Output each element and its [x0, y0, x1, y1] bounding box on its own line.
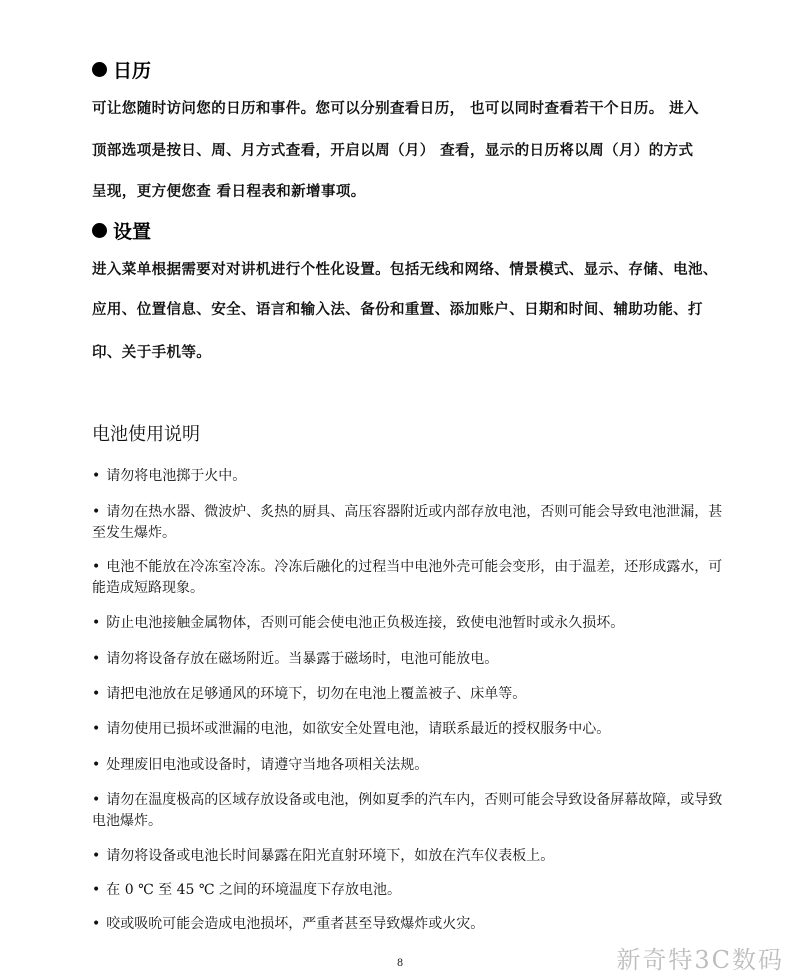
battery-tip: [92, 914, 732, 935]
tip-text: 咬或吸吮可能会造成电池损坏，严重者甚至导致爆炸或火灾。: [106, 916, 485, 932]
bullet-icon: •: [92, 792, 101, 808]
battery-tip: [92, 502, 732, 544]
tip-text: 请勿将电池掷于火中。: [106, 468, 247, 484]
tip-text: 请把电池放在足够通风的环境下，切勿在电池上覆盖被子、床单等。: [106, 686, 527, 702]
tip-text: 请勿在温度极高的区域存放设备或电池，例如夏季的汽车内，否则可能会导致设备屏幕故障，或导致电池爆炸。: [92, 792, 723, 829]
settings-line-1: 进入菜单根据需要对对讲机进行个性化设置。包括无线和网络、情景模式、显示、存储、电池、: [92, 261, 718, 278]
battery-section-title: 电池使用说明: [92, 424, 200, 445]
settings-title: 设置: [113, 220, 152, 243]
battery-tip: [92, 466, 732, 487]
bullet-icon: •: [92, 916, 101, 932]
bullet-icon: •: [92, 882, 101, 898]
tip-text: 防止电池接触金属物体，否则可能会使电池正负极连接，致使电池暂时或永久损坏。: [106, 615, 625, 631]
bullet-icon: •: [92, 468, 101, 484]
tip-text: 请勿使用已损坏或泄漏的电池，如欲安全处置电池，请联系最近的授权服务中心。: [106, 721, 611, 737]
bullet-icon: •: [92, 686, 101, 702]
settings-heading: [92, 215, 151, 245]
tip-text: 处理废旧电池或设备时，请遵守当地各项相关法规。: [106, 757, 429, 773]
calendar-line-3: 呈现，更方便您查 看日程表和新增事项。: [92, 183, 366, 200]
bullet-icon: •: [92, 721, 101, 737]
bullet-icon: •: [92, 615, 101, 631]
battery-tip: [92, 649, 732, 670]
battery-tip: [92, 613, 732, 634]
battery-tip: [92, 846, 732, 867]
battery-tip: [92, 880, 732, 901]
settings-line-3: 印、关于手机等。: [92, 344, 212, 361]
tip-text: 在 0 ℃ 至 45 ℃ 之间的环境温度下存放电池。: [106, 882, 402, 898]
watermark: 新奇特3C数码: [616, 946, 784, 974]
settings-line-2: 应用、位置信息、安全、语言和输入法、备份和重置、添加账户、日期和时间、辅助功能、打: [92, 301, 703, 318]
battery-tip: [92, 684, 732, 705]
bullet-icon: •: [92, 559, 101, 575]
battery-tip: [92, 755, 732, 776]
battery-tip: [92, 790, 732, 832]
bullet-icon: •: [92, 757, 101, 773]
bullet-icon: •: [92, 651, 101, 667]
calendar-line-1: 可让您随时访问您的日历和事件。您可以分别查看日历， 也可以同时查看若干个日历。 进入: [92, 100, 699, 117]
tip-text: 电池不能放在冷冻室冷冻。冷冻后融化的过程当中电池外壳可能会变形，由于温差，还形成露水，可能造成短路现象。: [92, 559, 723, 596]
bullet-icon: •: [92, 848, 101, 864]
calendar-line-2: 顶部选项是按日、周、月方式查看，开启以周（月） 查看，显示的日历将以周（月）的方式: [92, 142, 694, 159]
bullet-icon: •: [92, 504, 101, 520]
tip-text: 请勿在热水器、微波炉、炙热的厨具、高压容器附近或内部存放电池，否则可能会导致电池泄漏，甚至发生爆炸。: [92, 504, 723, 541]
battery-tip: [92, 557, 732, 599]
calendar-heading: [92, 54, 151, 84]
bullet-dot-icon: [92, 62, 107, 77]
tip-text: 请勿将设备或电池长时间暴露在阳光直射环境下，如放在汽车仪表板上。: [106, 848, 555, 864]
battery-tip: [92, 719, 732, 740]
page-number: 8: [396, 958, 404, 969]
bullet-dot-icon: [92, 223, 107, 238]
tip-text: 请勿将设备存放在磁场附近。当暴露于磁场时，电池可能放电。: [106, 651, 499, 667]
calendar-title: 日历: [113, 59, 152, 82]
